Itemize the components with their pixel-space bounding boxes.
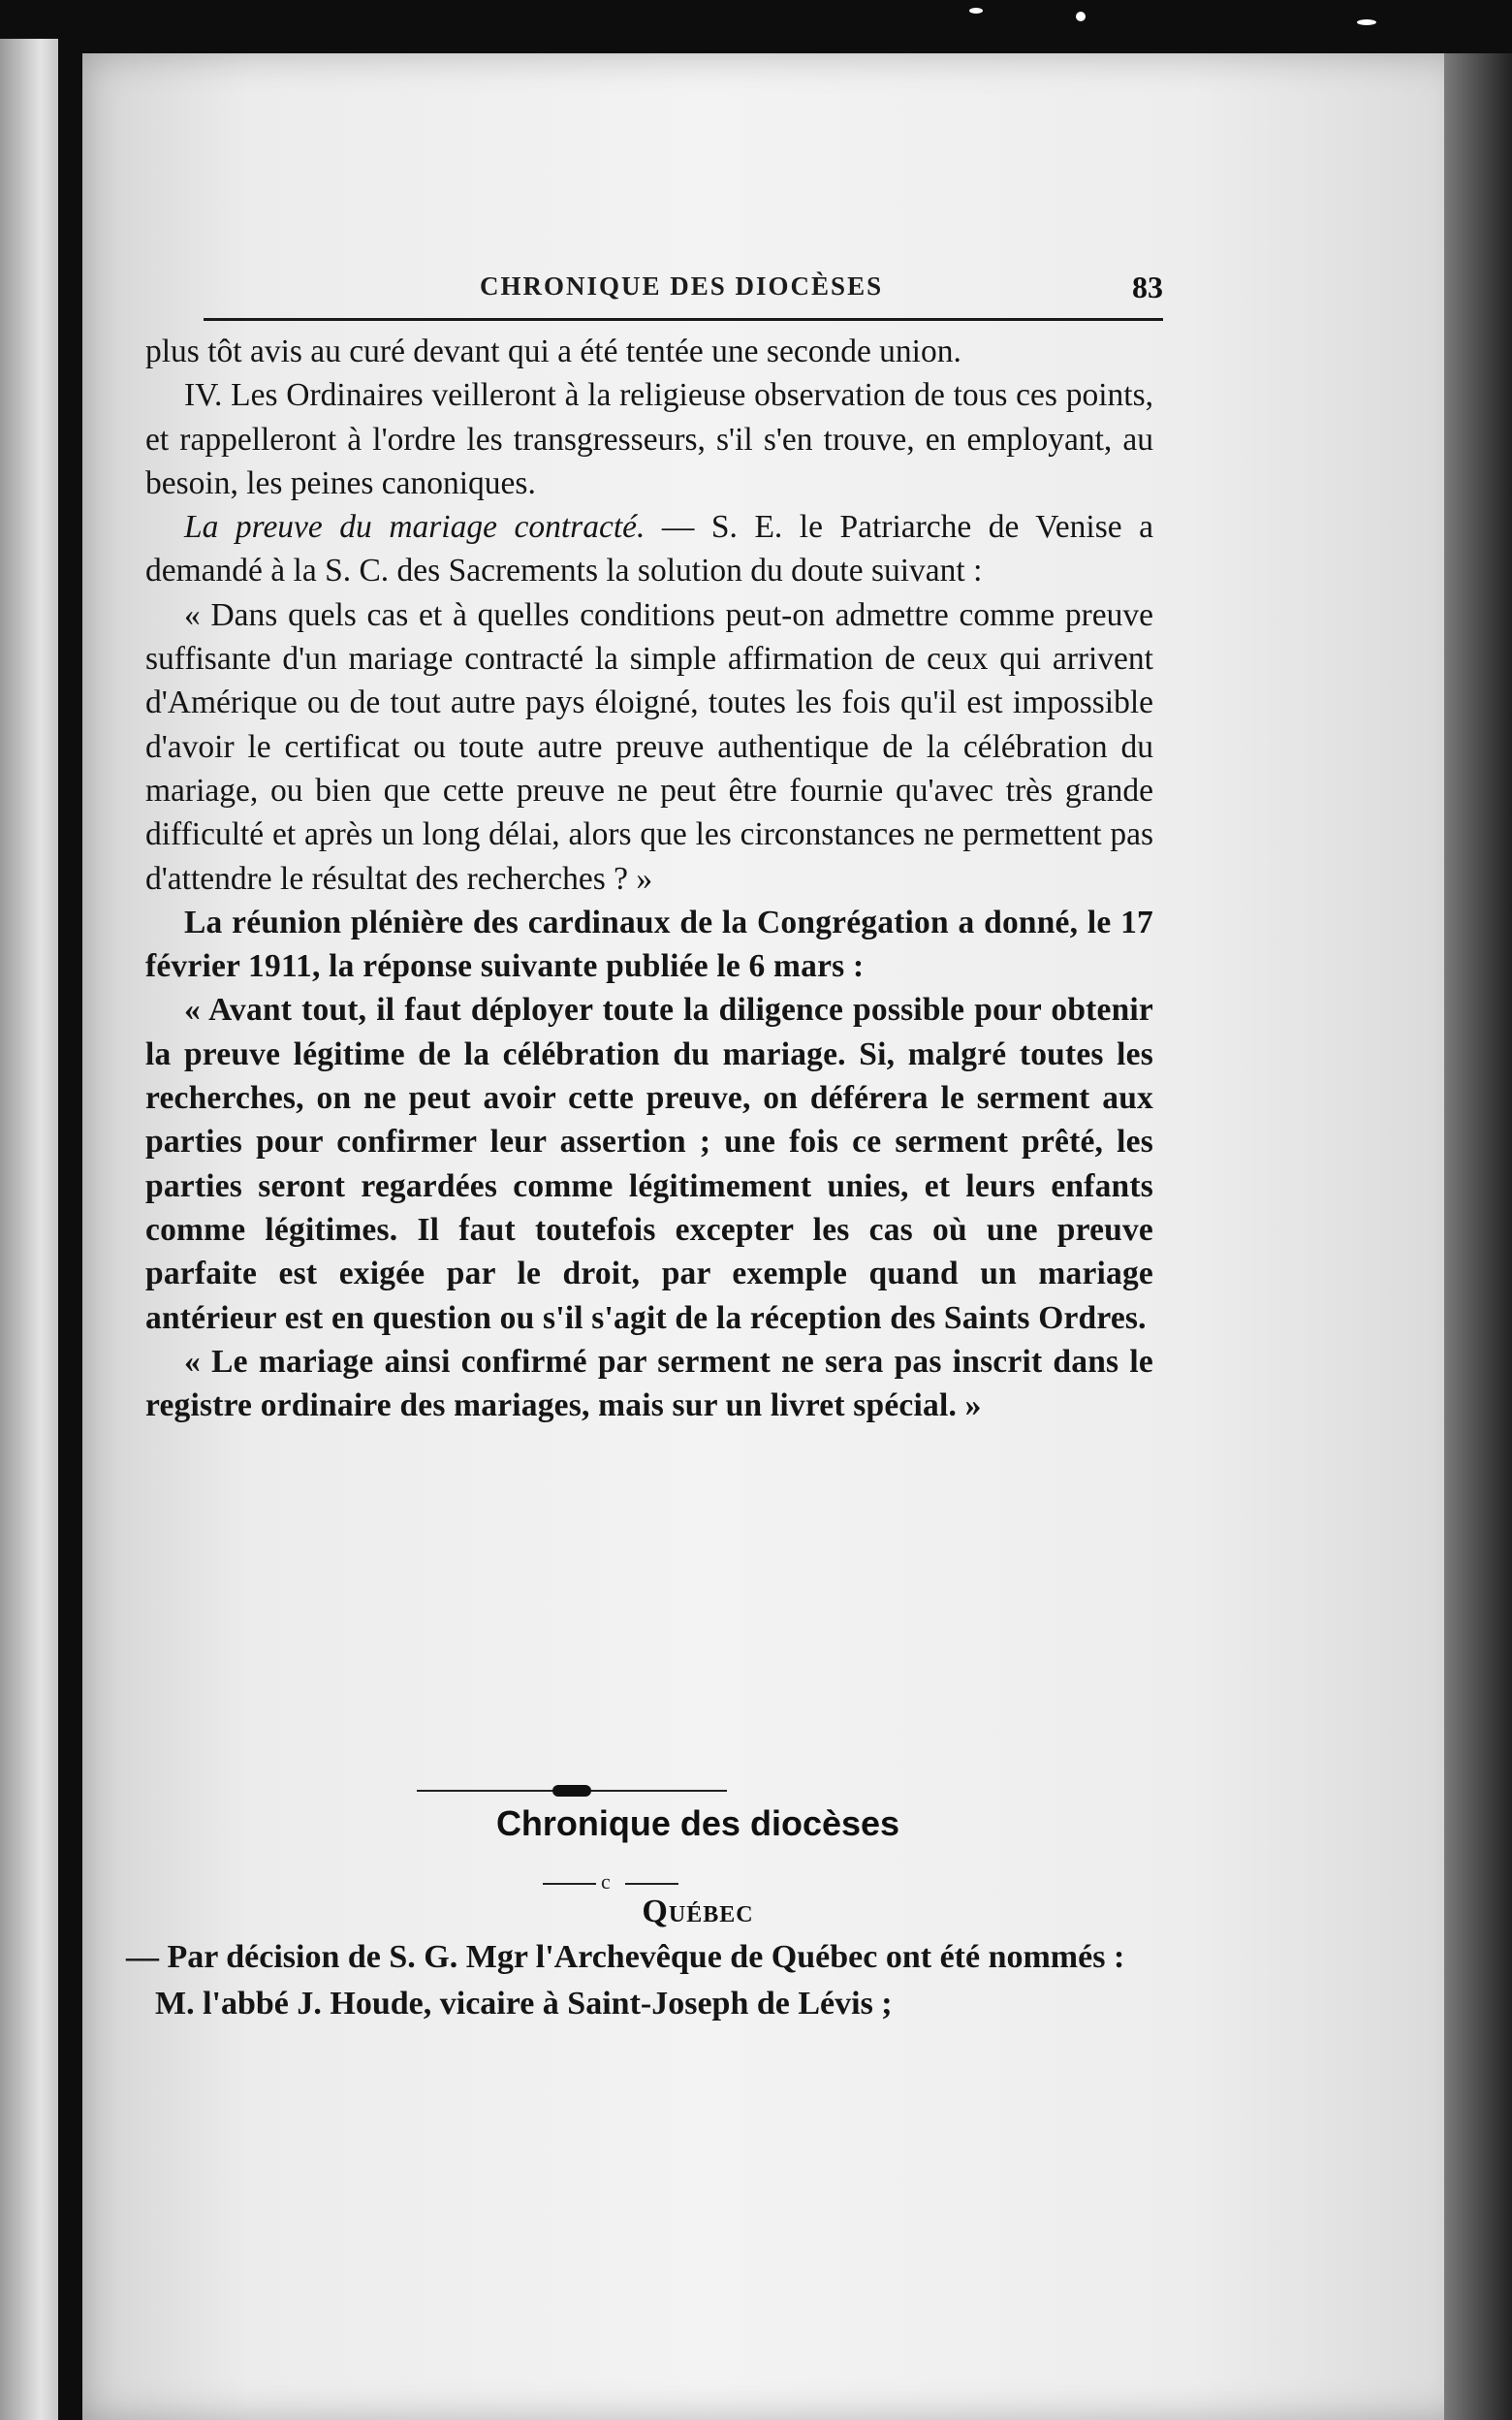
paragraph-preuve-mariage — [145, 505, 1153, 593]
film-speck — [969, 8, 983, 14]
divider-glyph: c — [601, 1869, 611, 1894]
quoted-response: « Avant tout, il faut déployer toute la diligence possible pour obtenir la preuve légitime de la célébration du mariage. Si, malgré toutes les recherches, on ne peut avoir cette preuve, on déférera le serment aux parties pour confirmer leur assertion ; une fois ce serment prêté, les parties seront regardées comme légitimement unies, et leurs enfants comme légitimes. Il faut toutefois excepter les cas où une preuve parfaite est exigée par le droit, par exemple quand un mariage antérieur est en question ou s'il s'agit de la réception des Saints Ordres. — [145, 992, 1153, 1336]
main-text — [145, 330, 1153, 1427]
subsection-title: Québec — [642, 1894, 754, 1929]
paragraph-reunion: La réunion plénière des cardinaux de la Congrégation a donné, le 17 février 1911, la réponse suivante publiée le 6 mars : — [145, 904, 1153, 985]
paragraph-ordinaires: IV. Les Ordinaires veilleront à la religieuse observation de tous ces points, et rappelleront à l'ordre les transgresseurs, s'il s'en trouve, en employant, au besoin, les peines canoniques. — [145, 377, 1153, 501]
film-speck — [1357, 19, 1376, 25]
quoted-response-end: « Le mariage ainsi confirmé par serment ne sera pas inscrit dans le registre ordinaire des mariages, mais sur un livret spécial. » — [145, 1343, 1153, 1424]
ornamental-divider — [417, 1788, 727, 1794]
page-binding-shadow — [1444, 53, 1512, 2420]
chronicle-paragraph: — Par décision de S. G. Mgr l'Archevêque de Québec ont été nommés : — [126, 1939, 1125, 1975]
paragraph-continuation: plus tôt avis au curé devant qui a été tentée une seconde union. — [145, 334, 961, 369]
film-speck — [1076, 12, 1086, 21]
page-number: 83 — [1132, 270, 1163, 304]
page-header — [204, 252, 1163, 320]
quoted-question: « Dans quels cas et à quelles conditions peut-on admettre comme preuve suffisante d'un mariage contracté la simple affirmation de ceux qui arrivent d'Amérique ou de tout autre pays éloigné, toutes les fois qu'il est impossible d'avoir le certificat ou toute autre preuve authentique de la célébration du mariage, ou bien que cette preuve ne peut être fournie qu'avec très grande difficulté et après un long délai, alors que les circonstances ne permettent pas d'attendre le résultat des recherches ? » — [145, 596, 1153, 897]
chronicle-appointment: M. l'abbé J. Houde, vicaire à Saint-Joseph de Lévis ; — [155, 1986, 893, 2022]
section-lead-italic: La preuve du mariage contracté. — [184, 509, 646, 546]
adjacent-page-edge — [0, 39, 58, 2420]
chronicle-text — [126, 1934, 1153, 2027]
section-title: Chronique des diocèses — [495, 1803, 900, 1843]
running-head: CHRONIQUE DES DIOCÈSES — [480, 271, 884, 301]
paragraph-preuve-mariage-text: — S. E. le Patriarche de Venise a demandé à la S. C. des Sacrements la solution du doute suivant : — [145, 509, 1154, 589]
header-rule — [204, 318, 1163, 321]
